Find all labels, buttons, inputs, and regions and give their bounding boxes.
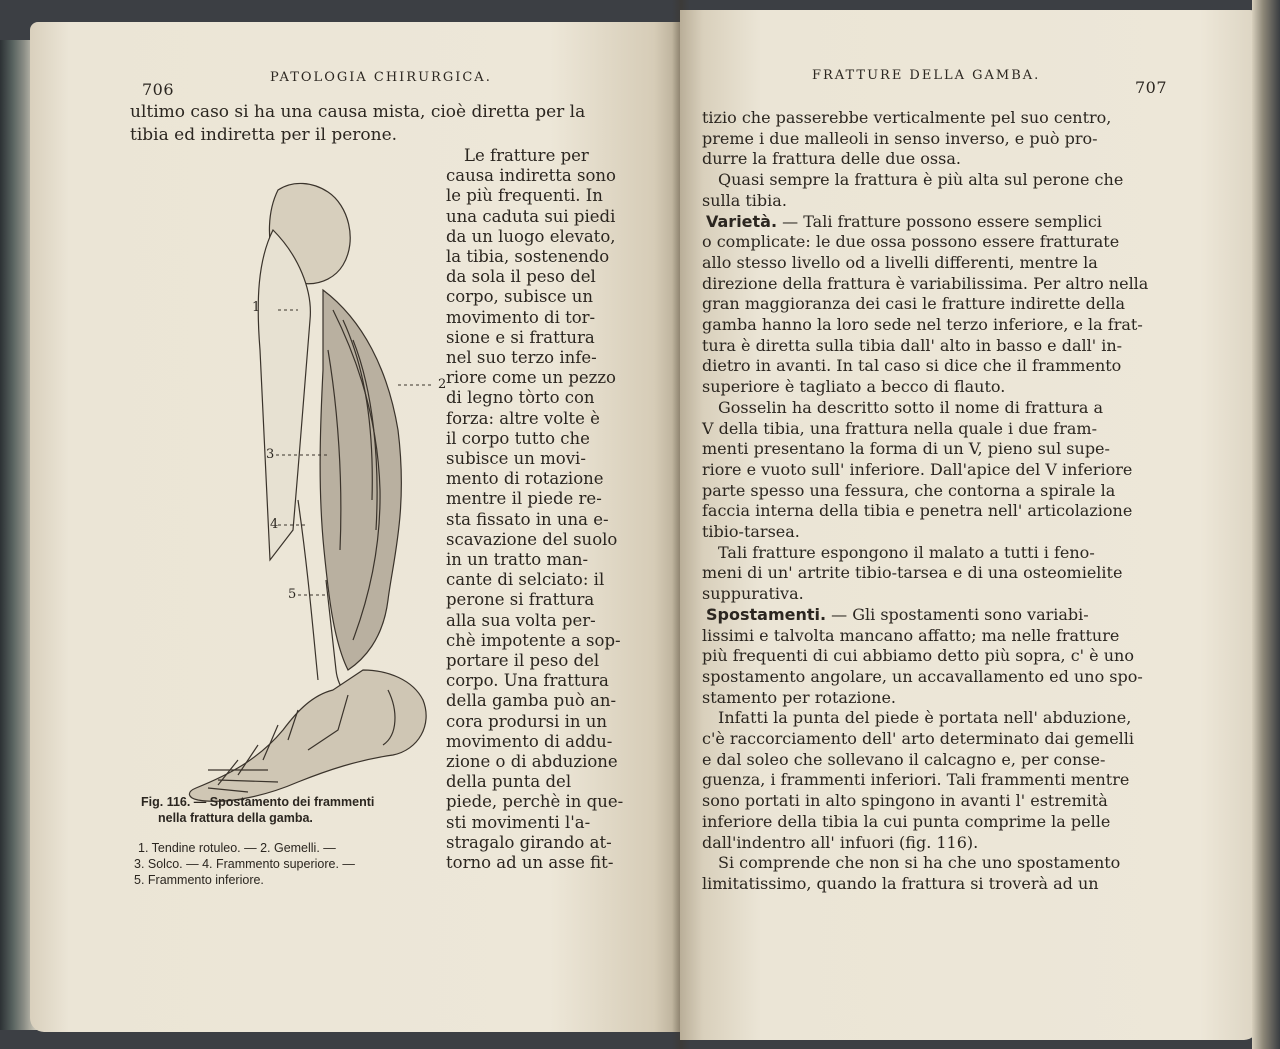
page-number: 706: [142, 80, 175, 99]
text-line: in un tratto man-: [446, 550, 589, 569]
text-line: suppurativa.: [702, 584, 804, 604]
text-line: Tali fratture espongono il malato a tutti i feno-: [718, 542, 1095, 562]
text-line: menti presentano la forma di un V, pieno sul supe-: [702, 439, 1110, 459]
figure-label-3: 3: [266, 447, 275, 462]
text-line: e dal soleo che sollevano il calcagno e, per conse-: [702, 749, 1106, 769]
right-page: [680, 10, 1258, 1040]
text-line: più frequenti di cui abbiamo detto più sopra, c' è uno: [702, 646, 1134, 666]
text-line: allo stesso livello od a livelli differenti, mentre la: [702, 252, 1098, 272]
text-line: cora prodursi in un: [446, 711, 607, 731]
text-line: Gosselin ha descritto sotto il nome di frattura a: [718, 397, 1104, 417]
text-line: riore come un pezzo: [446, 368, 616, 388]
figure-label-1: 1: [252, 300, 261, 315]
text-line: Infatti la punta del piede è portata nell' abduzione,: [718, 708, 1132, 728]
text-line: corpo. Una frattura: [446, 671, 609, 691]
text-line: tura è diretta sulla tibia dall' alto in basso e dall' in-: [702, 335, 1123, 355]
text-line: Varietà. — Tali fratture possono essere semplici: [706, 211, 1102, 231]
text-line: sione e si frattura: [446, 327, 595, 347]
text-line: subisce un movi-: [446, 449, 586, 468]
text-line: da sola il peso del: [446, 267, 596, 287]
text-line: dall'indentro all' infuori (fig. 116).: [702, 832, 979, 852]
text-line: Le fratture per: [464, 146, 589, 165]
leg-anatomy-figure: [148, 170, 448, 815]
figure-legend: 3. Solco. — 4. Frammento superiore. —: [134, 857, 355, 871]
text-line: alla sua volta per-: [446, 610, 596, 630]
text-line: spostamento angolare, un accavallamento ed uno spo-: [702, 666, 1143, 686]
text-line: della punta del: [446, 772, 572, 792]
text-line: movimento di tor-: [446, 307, 596, 327]
text-line: limitatissimo, quando la frattura si troverà ad un: [702, 873, 1099, 893]
text-line: forza: altre volte è: [446, 408, 600, 428]
figure-caption: Fig. 116. — Spostamento dei frammenti: [141, 795, 375, 809]
figure-label-4: 4: [270, 517, 279, 532]
text-line: stamento per rotazione.: [702, 687, 897, 707]
leg-bones-illustration: [148, 170, 448, 815]
text-line: dietro in avanti. In tal caso si dice che il frammento: [702, 356, 1122, 376]
text-line: sulla tibia.: [702, 190, 787, 210]
text-line: o complicate: le due ossa possono essere fratturate: [702, 232, 1120, 252]
text-line: sta fissato in una e-: [446, 509, 609, 529]
text-line: torno ad un asse fit-: [446, 853, 614, 872]
text-line: mento di rotazione: [446, 469, 604, 489]
figure-caption: nella frattura della gamba.: [158, 811, 313, 825]
running-head: PATOLOGIA CHIRURGICA.: [270, 70, 492, 85]
figure-label-5: 5: [288, 587, 297, 602]
text-line: sono portati in alto spingono in avanti l' estremità: [702, 791, 1108, 811]
text-line: V della tibia, una frattura nella quale i due fram-: [702, 418, 1097, 438]
left-page: [30, 22, 680, 1032]
text-line: il corpo tutto che: [446, 428, 590, 448]
text-line: della gamba può an-: [446, 691, 617, 711]
running-head: FRATTURE DELLA GAMBA.: [812, 68, 1041, 83]
text-line: zione o di abduzione: [446, 752, 618, 771]
figure-legend: 1. Tendine rotuleo. — 2. Gemelli. —: [138, 841, 336, 855]
text-line: piede, perchè in que-: [446, 792, 624, 812]
text-line: portare il peso del: [446, 651, 600, 670]
text-line: riore e vuoto sull' inferiore. Dall'apice del V inferiore: [702, 459, 1133, 479]
text-line: durre la frattura delle due ossa.: [702, 149, 961, 169]
text-line: guenza, i frammenti inferiori. Tali frammenti mentre: [702, 770, 1130, 790]
text-line: gran maggioranza dei casi le fratture indirette della: [702, 294, 1126, 314]
text-line: tizio che passerebbe verticalmente pel suo centro,: [702, 108, 1112, 127]
figure-legend: 5. Frammento inferiore.: [134, 873, 264, 887]
text-line: perone si frattura: [446, 590, 595, 610]
text-line: direzione della frattura è variabilissima. Per altro nella: [702, 273, 1149, 293]
text-line: gamba hanno la loro sede nel terzo inferiore, e la frat-: [702, 315, 1143, 334]
text-line: c'è raccorciamento dell' arto determinato dai gemelli: [702, 729, 1135, 748]
figure-label-2: 2: [438, 377, 447, 392]
text-line: inferiore della tibia la cui punta comprime la pelle: [702, 811, 1111, 831]
text-line: chè impotente a sop-: [446, 630, 621, 650]
text-line: Spostamenti. — Gli spostamenti sono variabi-: [706, 604, 1089, 624]
text-line: di legno tòrto con: [446, 388, 595, 408]
text-line: superiore è tagliato a becco di flauto.: [702, 377, 1006, 397]
text-line: ultimo caso si ha una causa mista, cioè diretta per la: [130, 102, 586, 122]
book-edge-right: [1252, 0, 1280, 1049]
text-line: corpo, subisce un: [446, 287, 593, 307]
text-line: causa indiretta sono: [446, 166, 616, 186]
text-line: una caduta sui piedi: [446, 206, 616, 226]
text-line: nel suo terzo infe-: [446, 348, 597, 367]
text-line: movimento di addu-: [446, 731, 613, 751]
text-line: le più frequenti. In: [446, 186, 603, 206]
page-number: 707: [1135, 78, 1168, 97]
text-line: meni di un' artrite tibio-tarsea e di una osteomielite: [702, 563, 1123, 583]
text-line: sti movimenti l'a-: [446, 812, 591, 832]
text-line: lissimi e talvolta mancano affatto; ma nelle fratture: [702, 625, 1120, 645]
text-line: Quasi sempre la frattura è più alta sul perone che: [718, 170, 1124, 190]
text-line: cante di selciato: il: [446, 570, 605, 590]
text-line: stragalo girando at-: [446, 832, 612, 852]
text-line: faccia interna della tibia e penetra nell' articolazione: [702, 501, 1133, 521]
text-line: da un luogo elevato,: [446, 226, 616, 246]
text-line: scavazione del suolo: [446, 529, 618, 549]
text-line: Si comprende che non si ha che uno spostamento: [718, 853, 1121, 873]
text-line: tibia ed indiretta per il perone.: [130, 125, 398, 145]
text-line: preme i due malleoli in senso inverso, e può pro-: [702, 128, 1098, 148]
text-line: parte spesso una fessura, che contorna a spirale la: [702, 480, 1116, 500]
text-line: tibio-tarsea.: [702, 522, 800, 541]
text-line: la tibia, sostenendo: [446, 247, 610, 266]
text-line: mentre il piede re-: [446, 489, 602, 509]
